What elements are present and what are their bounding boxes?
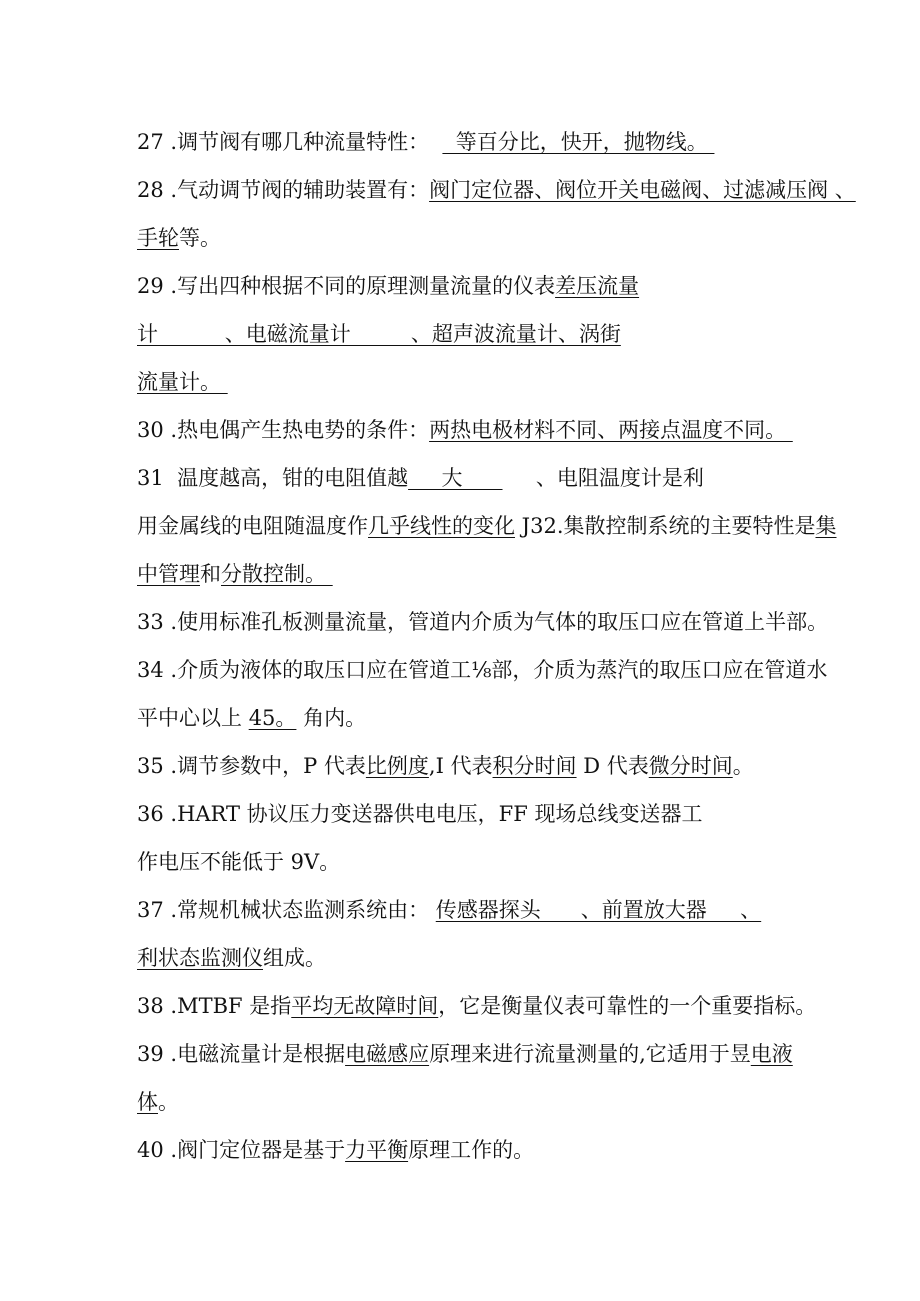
question-text: 原理工作的。 bbox=[408, 1138, 535, 1162]
answer-text: 等百分比，快开，抛物线。 bbox=[442, 130, 715, 154]
answer-text: 利状态监测仪 bbox=[137, 946, 263, 970]
question-text: 组成。 bbox=[263, 946, 326, 970]
question-text: 等。 bbox=[179, 226, 221, 250]
question-text: 28 .气动调节阀的辅助装置有： bbox=[137, 178, 430, 202]
question-text: J32.集散控制系统的主要特性是 bbox=[515, 514, 816, 538]
text-line bbox=[137, 656, 827, 684]
answer-text: 流量计。 bbox=[137, 370, 228, 394]
question-text: 和 bbox=[200, 562, 221, 586]
question-text: 原理来进行流量测量的,它适用于昱 bbox=[429, 1042, 751, 1066]
answer-text: 电磁感应 bbox=[345, 1042, 430, 1066]
question-text: ，它是衡量仪表可靠性的一个重要指标。 bbox=[438, 994, 817, 1018]
answer-text: 比例度 bbox=[365, 754, 429, 778]
question-text: 。 bbox=[732, 754, 754, 778]
question-text: 40 .阀门定位器是基于 bbox=[137, 1138, 346, 1162]
question-text: 35 .调节参数中，P 代表 bbox=[137, 754, 366, 778]
answer-text: 阀门定位器、阀位开关电磁阀、过滤减压阀 、 bbox=[429, 178, 856, 202]
answer-text: 中管理 bbox=[137, 562, 200, 586]
question-text: ,I 代表 bbox=[428, 754, 493, 778]
text-line bbox=[137, 1040, 793, 1068]
answer-text: 平均无故障时间 bbox=[291, 994, 439, 1018]
question-text: 33 .使用标准孔板测量流量，管道内介质为气体的取压口应在管道上半部。 bbox=[137, 610, 829, 634]
question-text: 。 bbox=[158, 1090, 179, 1114]
text-line bbox=[137, 176, 856, 204]
answer-text: 计 、电磁流量计 、超声波流量计、涡街 bbox=[137, 322, 621, 346]
question-text: 34 .介质为液体的取压口应在管道工⅛部，介质为蒸汽的取压口应在管道水 bbox=[137, 658, 828, 682]
question-text: 36 .HART 协议压力变送器供电电压，FF 现场总线变送器工 bbox=[137, 802, 703, 826]
text-line bbox=[137, 992, 816, 1020]
text-line bbox=[137, 464, 704, 492]
text-line bbox=[137, 512, 837, 540]
question-text: 31 温度越高，钳的电阻值越 bbox=[137, 466, 409, 490]
text-line bbox=[137, 752, 754, 780]
answer-text: 传感器探头 、前置放大器 、 bbox=[435, 898, 762, 922]
text-line bbox=[137, 416, 793, 444]
answer-text: 几乎线性的变化 bbox=[368, 514, 515, 538]
text-line bbox=[137, 848, 340, 876]
text-line bbox=[137, 704, 366, 732]
text-line bbox=[137, 368, 228, 396]
answer-text: 大 bbox=[408, 466, 503, 490]
text-line bbox=[137, 1088, 179, 1116]
answer-text: 力平衡 bbox=[345, 1138, 409, 1162]
answer-text: 分散控制。 bbox=[221, 562, 333, 586]
question-text: 37 .常规机械状态监测系统由： bbox=[137, 898, 436, 922]
text-line bbox=[137, 944, 326, 972]
answer-text: 体 bbox=[137, 1090, 158, 1114]
text-line bbox=[137, 224, 221, 252]
question-text: 角内。 bbox=[296, 706, 367, 730]
answer-text: 微分时间 bbox=[648, 754, 733, 778]
question-text: 用金属线的电阻随温度作 bbox=[137, 514, 368, 538]
question-text: 39 .电磁流量计是根据 bbox=[137, 1042, 346, 1066]
answer-text: 电液 bbox=[750, 1042, 793, 1066]
text-line bbox=[137, 128, 714, 156]
answer-text: 差压流量 bbox=[555, 274, 640, 298]
text-line bbox=[137, 1136, 534, 1164]
question-text: 平中心以上 bbox=[137, 706, 249, 730]
text-line bbox=[137, 320, 621, 348]
answer-text: 45。 bbox=[248, 706, 297, 730]
text-line bbox=[137, 800, 703, 828]
question-text: 作电压不能低于 9V。 bbox=[137, 850, 341, 874]
question-text: 30 .热电偶产生热电势的条件： bbox=[137, 418, 430, 442]
question-text: 、电阻温度计是利 bbox=[502, 466, 704, 490]
text-line bbox=[137, 272, 639, 300]
question-text: 29 .写出四种根据不同的原理测量流量的仪表 bbox=[137, 274, 556, 298]
question-text: 38 .MTBF 是指 bbox=[137, 994, 292, 1018]
text-line bbox=[137, 560, 333, 588]
answer-text: 手轮 bbox=[137, 226, 179, 250]
text-line bbox=[137, 608, 828, 636]
text-line bbox=[137, 896, 761, 924]
question-text: 27 .调节阀有哪几种流量特性： bbox=[137, 130, 443, 154]
question-text: D 代表 bbox=[576, 754, 649, 778]
answer-text: 集 bbox=[815, 514, 837, 538]
answer-text: 积分时间 bbox=[492, 754, 577, 778]
answer-text: 两热电极材料不同、两接点温度不同。 bbox=[429, 418, 793, 442]
